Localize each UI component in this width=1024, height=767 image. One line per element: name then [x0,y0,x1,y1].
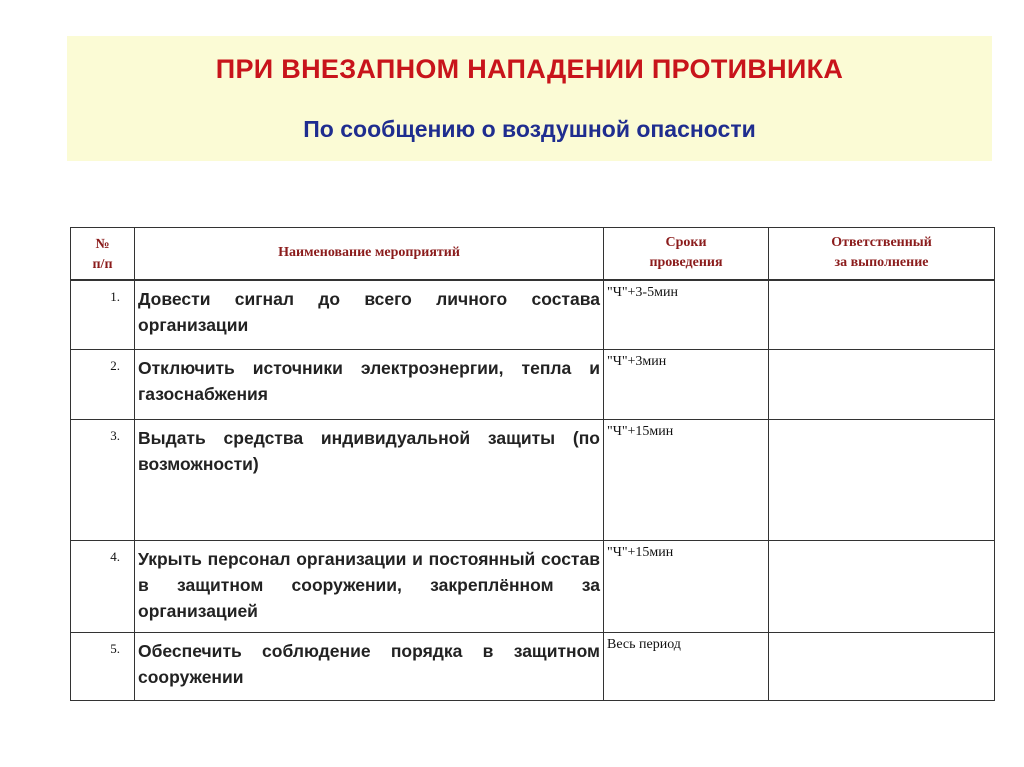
row-time: "Ч"+3мин [604,350,769,420]
row-measure: Укрыть персонал организации и постоянный состав в защитном сооружении, закреплённом за организацией [135,541,604,633]
page-subtitle: По сообщению о воздушной опасности [303,116,756,142]
measures-table [70,227,995,701]
header-responsible-line1: Ответственный [831,235,932,251]
row-responsible [769,280,995,350]
row-measure: Обеспечить соблюдение порядка в защитном сооружении [135,633,604,701]
header-number-line1: № [95,237,110,253]
row-measure: Отключить источники электроэнергии, тепла и газоснабжения [135,350,604,420]
row-number: 1. [71,280,135,350]
row-responsible [769,420,995,541]
header-responsible-line2: за выполнение [834,255,929,271]
row-measure: Довести сигнал до всего личного состава организации [135,280,604,350]
header-time-line1: Сроки [665,235,707,251]
row-number: 4. [71,541,135,633]
row-responsible [769,541,995,633]
table-row [71,420,995,541]
row-time: "Ч"+3-5мин [604,280,769,350]
row-time: "Ч"+15мин [604,541,769,633]
row-number: 2. [71,350,135,420]
header-number-line2: п/п [92,257,113,273]
header-responsible [769,228,995,280]
header-time-line2: проведения [649,255,723,271]
row-measure: Выдать средства индивидуальной защиты (по возможности) [135,420,604,541]
row-time: "Ч"+15мин [604,420,769,541]
table-row [71,633,995,701]
header-number [71,228,135,280]
header-time [604,228,769,280]
table-header-row [71,228,995,280]
title-banner [67,36,992,161]
row-number: 3. [71,420,135,541]
row-time: Весь период [604,633,769,701]
header-name: Наименование мероприятий [135,228,604,280]
row-responsible [769,350,995,420]
page-title: ПРИ ВНЕЗАПНОМ НАПАДЕНИИ ПРОТИВНИКА [215,54,844,84]
row-number: 5. [71,633,135,701]
table-row [71,541,995,633]
table-row [71,350,995,420]
row-responsible [769,633,995,701]
table-row [71,280,995,350]
